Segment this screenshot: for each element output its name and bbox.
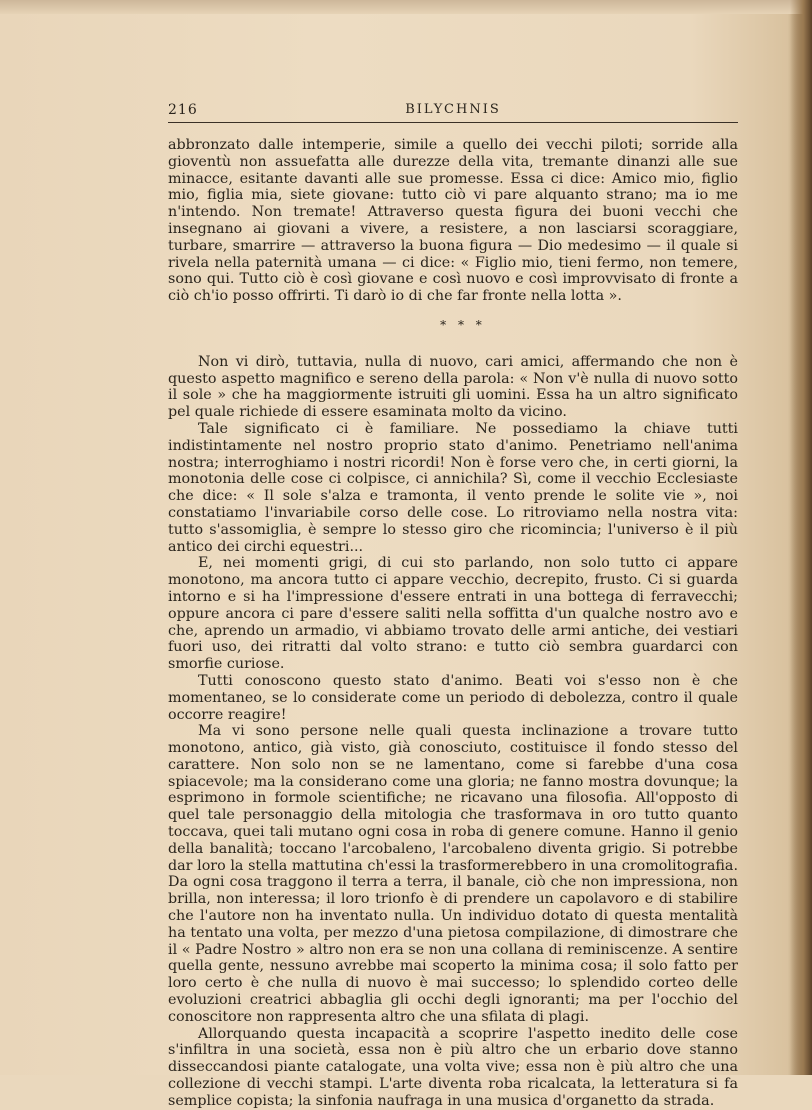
paragraph: Ma vi sono persone nelle quali questa inclinazione a trovare tutto monotono, antico, già visto, già conosciuto, costituisce il fondo stesso del carattere. Non solo non se ne lamentano, come si farebbe d'una cosa spiacevole; ma la considerano come una gloria; ne fanno mostra dovunque; la esprimono in formole scientifiche; ne ricavano una filosofia. All'opposto di quel tale personaggio della mitologia che trasformava in oro tutto quanto toccava, quei tali mutano ogni cosa in roba di genere comune. Hanno il genio della banalità; toccano l'arcobaleno, l'arcobaleno diventa grigio. Si potrebbe dar loro la stella mattutina ch'essi la trasformerebbero in una cromolitografia. Da ogni cosa traggono il terra a terra, il banale, ciò che non impressiona, non brilla, non interessa; il loro trionfo è di prendere un capolavoro e di stabilire che l'autore non ha inventato nulla. Un individuo dotato di questa mentalità ha tentato una volta, per mezzo d'una pietosa compilazione, di dimostrare che il « Padre Nostro » altro non era se non una collana di reminiscenze. A sentire quella gente, nessuno avrebbe mai scoperto la minima cosa; il solo fatto per loro certo è che nulla di nuovo è mai successo; lo splendido corteo delle evoluzioni creatrici abbaglia gli occhi degli ignoranti; ma per l'occhio del conoscitore non rappresenta altro che una sfilata di plagi. (168, 723, 738, 1025)
paragraph: Allorquando questa incapacità a scoprire l'aspetto inedito delle cose s'infiltra in una società, essa non è più altro che un erbario dove stanno disseccandosi piante catalogate, una volta vive; essa non è più altro che una collezione di vecchi stampi. L'arte diventa roba ricalcata, la letteratura si fa semplice copista; la sinfonia naufraga in una musica d'organetto da strada. (168, 1025, 738, 1109)
page-number: 216 (168, 102, 198, 118)
paragraph: E, nei momenti grigi, di cui sto parlando, non solo tutto ci appare monotono, ma ancora tutto ci appare vecchio, decrepito, frusto. Ci si guarda intorno e si ha l'impressione d'essere entrati in una bottega di ferravecchi; oppure ancora ci pare d'essere saliti nella soffitta d'un qualche nostro avo e che, aprendo un armadio, vi abbiamo trovato delle armi antiche, dei vestiari fuori uso, dei ritratti dal volto strano: e tutto ciò sembra guardarci con smorfie curiose. (168, 555, 738, 673)
page-binding-edge (790, 0, 812, 1075)
paragraph: Tutti conoscono questo stato d'animo. Beati voi s'esso non è che momentaneo, se lo considerate come un periodo di debolezza, contro il quale occorre reagire! (168, 672, 738, 723)
paragraph: Non vi dirò, tuttavia, nulla di nuovo, cari amici, affermando che non è questo aspetto magnifico e sereno della parola: « Non v'è nulla di nuovo sotto il sole » che ha maggiormente istruiti gli uomini. Essa ha un altro significato pel quale richiede di essere esaminata molto da vicino. (168, 353, 738, 421)
paragraph: Tale significato ci è familiare. Ne possediamo la chiave tutti indistintamente nel nostro proprio stato d'animo. Penetriamo nell'anima nostra; interroghiamo i nostri ricordi! Non è forse vero che, in certi giorni, la monotonia delle cose ci colpisce, ci annichila? Sì, come il vecchio Ecclesiaste che dice: « Il sole s'alza e tramonta, il vento prende le solite vie », noi constatiamo l'invariabile corso delle cose. Lo ritroviamo nella nostra vita: tutto s'assomiglia, è sempre lo stesso giro che ricomincia; l'universo è il più antico dei circhi equestri... (168, 420, 738, 555)
running-header (168, 100, 738, 123)
body-text (168, 137, 738, 1110)
paragraph: abbronzato dalle intemperie, simile a quello dei vecchi piloti; sorride alla gioventù non assuefatta alle durezze della vita, tremante dinanzi alle sue minacce, esitante davanti alle sue promesse. Essa ci dice: Amico mio, figlio mio, figlia mia, siete giovane: tutto ciò vi pare alquanto strano; ma io me n'intendo. Non tremate! Attraverso questa figura dei buoni vecchi che insegnano ai giovani a vivere, a resistere, a non lasciarsi scoraggiare, turbare, smarrire — attraverso la buona figura — Dio medesimo — il quale si rivela nella paternità umana — ci dice: « Figlio mio, tieni fermo, non temere, sono qui. Tutto ciò è così giovane e così nuovo e così improvvisato di fronte a ciò ch'io posso offrirti. Ti darò io di che far fronte nella lotta ». (168, 137, 738, 305)
journal-title: BILYCHNIS (405, 102, 501, 117)
section-separator: * * * (440, 317, 486, 332)
page-top-edge (0, 0, 812, 14)
